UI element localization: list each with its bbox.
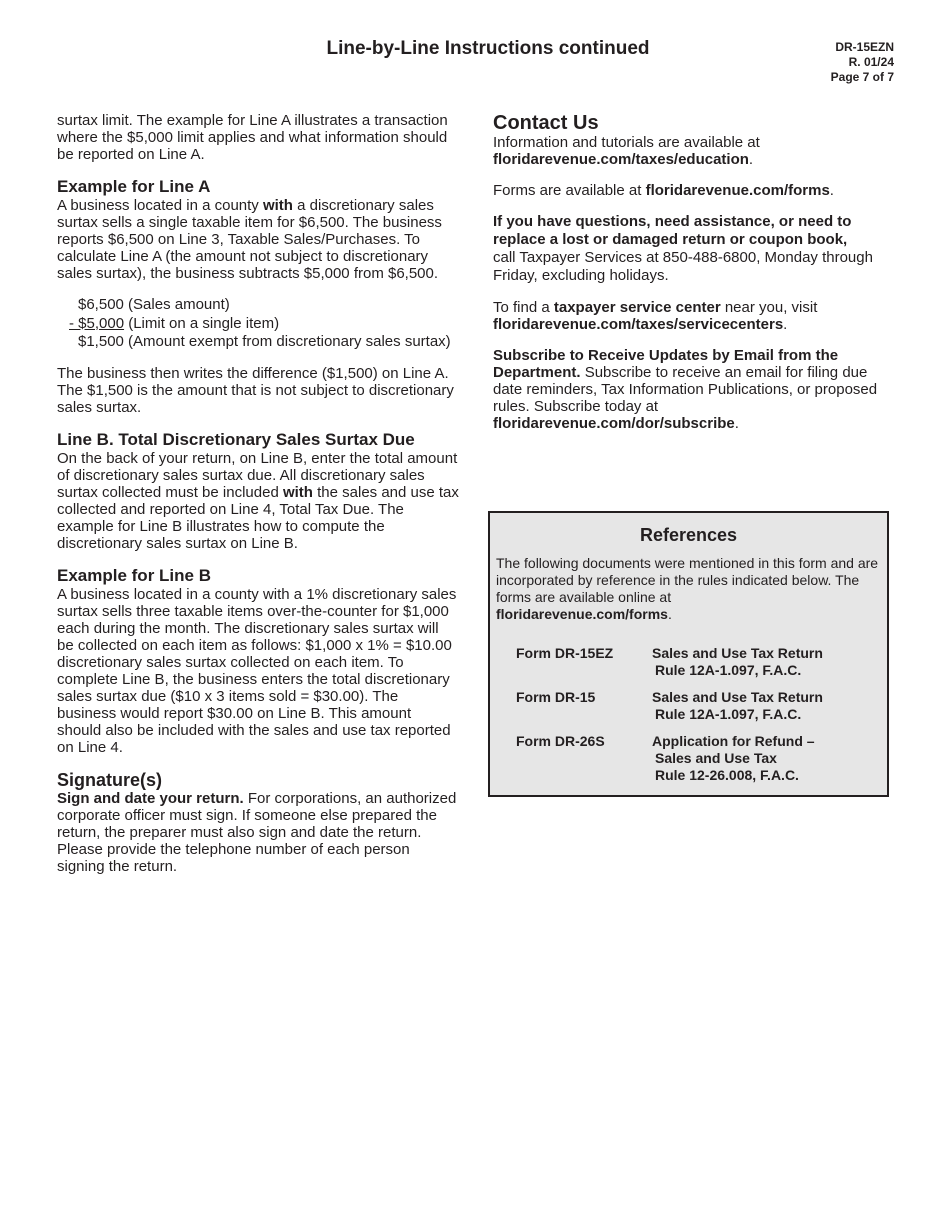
reference-row: [496, 733, 881, 783]
reference-title: Sales and Use Tax Return: [652, 645, 823, 661]
subscribe-paragraph: Subscribe to Receive Updates by Email from the Department. Subscribe to receive an email for filing due date reminders, Tax Information Publications, or proposed rules. Subscribe today at floridarevenue.com/dor/subscribe.: [493, 347, 878, 432]
example-line-a-paragraph: A business located in a county with a discretionary sales surtax sells a single taxable item for $6,500. The business reports $6,500 on Line 3, Taxable Sales/Purchases. To calculate Line A (the amount not subject to discretionary sales surtax), the business subtracts $5,000 from $6,500.: [57, 197, 442, 282]
calc-sales-amount: $6,500 (Sales amount): [78, 296, 230, 313]
line-b-paragraph: On the back of your return, on Line B, enter the total amount of discretionary sales surtax due. All discretionary sales surtax collected must be included with the sales and use tax collected and reported on Line 4, Total Tax Due. The example for Line B illustrates how to compute the discretionary sales surtax on Line B.: [57, 449, 459, 552]
calc-exempt-amount: $1,500 (Amount exempt from discretionary sales surtax): [78, 333, 451, 350]
form-revision: R. 01/24: [848, 55, 894, 69]
page-number: Page 7 of 7: [830, 70, 894, 84]
example-line-a-heading: Example for Line A: [57, 177, 211, 196]
example-line-b-heading: Example for Line B: [57, 565, 211, 585]
form-id: DR-15EZN: [835, 40, 894, 54]
intro-paragraph: surtax limit. The example for Line A illustrates a transaction where the $5,000 limit applies and what information should be reported on Line A.: [57, 112, 448, 163]
reference-row: [496, 645, 881, 689]
signature-paragraph: Sign and date your return. For corporations, an authorized corporate officer must sign. If someone else prepared the return, the preparer must also sign and date the return. Please provide the telephone number of each person signing the return.: [57, 789, 457, 875]
forms-paragraph: Forms are available at floridarevenue.com/forms.: [493, 182, 834, 199]
reference-form: Form DR-26S: [516, 733, 605, 749]
service-center-paragraph: To find a taxpayer service center near you, visit floridarevenue.com/taxes/servicecenters.: [493, 299, 818, 333]
references-intro: The following documents were mentioned in this form and are incorporated by reference in the rules indicated below. The forms are available online at floridarevenue.com/forms.: [496, 555, 879, 622]
reference-title: Sales and Use Tax Return: [652, 689, 823, 705]
reference-form: Form DR-15: [516, 689, 596, 705]
example-line-a-result: The business then writes the difference ($1,500) on Line A. The $1,500 is the amount that is not subject to discretionary sales surtax.: [57, 364, 454, 416]
reference-rule: Rule 12-26.008, F.A.C.: [655, 767, 799, 783]
education-link[interactable]: floridarevenue.com/taxes/education: [493, 151, 749, 168]
form-meta: [831, 40, 894, 85]
references-box: [488, 511, 889, 797]
signature-heading: Signature(s): [57, 769, 163, 790]
left-column: [57, 112, 459, 889]
contact-heading: Contact Us: [493, 112, 599, 134]
subscribe-link[interactable]: floridarevenue.com/dor/subscribe: [493, 415, 735, 432]
reference-rule: Rule 12A-1.097, F.A.C.: [655, 706, 802, 722]
right-column: [493, 112, 893, 446]
reference-form: Form DR-15EZ: [516, 645, 614, 661]
reference-title-line-2: Sales and Use Tax: [655, 750, 777, 766]
references-heading: References: [639, 525, 738, 545]
education-paragraph: Information and tutorials are available at floridarevenue.com/taxes/education.: [493, 134, 760, 168]
calc-limit: - $5,000 (Limit on a single item): [69, 314, 280, 332]
reference-rule: Rule 12A-1.097, F.A.C.: [655, 662, 802, 678]
calculation-line-a: [57, 296, 459, 352]
line-b-heading: Line B. Total Discretionary Sales Surtax Due: [57, 429, 415, 449]
reference-title: Application for Refund –: [652, 733, 815, 749]
forms-link[interactable]: floridarevenue.com/forms: [645, 182, 830, 199]
reference-row: [496, 689, 881, 733]
references-forms-link[interactable]: floridarevenue.com/forms: [496, 606, 668, 622]
service-centers-link[interactable]: floridarevenue.com/taxes/servicecenters: [493, 316, 784, 333]
example-line-b-paragraph: A business located in a county with a 1% discretionary sales surtax sells three taxable items over-the-counter for $1,000 each during the month. The discretionary sales surtax will be collected on each item as follows: $1,000 x 1% = $10.00 discretionary sales surtax collected on each item. To complete Line B, the business enters the total discretionary sales surtax due ($10 x 3 items sold = $30.00). The business would report $30.00 on Line B. This amount should also be included with the sales and use tax reported on Line 4.: [57, 585, 457, 756]
questions-paragraph: If you have questions, need assistance, or need to replace a lost or damaged return or coupon book, call Taxpayer Services at 850-488-6800, Monday through Friday, excluding holidays.: [493, 213, 873, 284]
page-title: Line-by-Line Instructions continued: [326, 38, 650, 59]
